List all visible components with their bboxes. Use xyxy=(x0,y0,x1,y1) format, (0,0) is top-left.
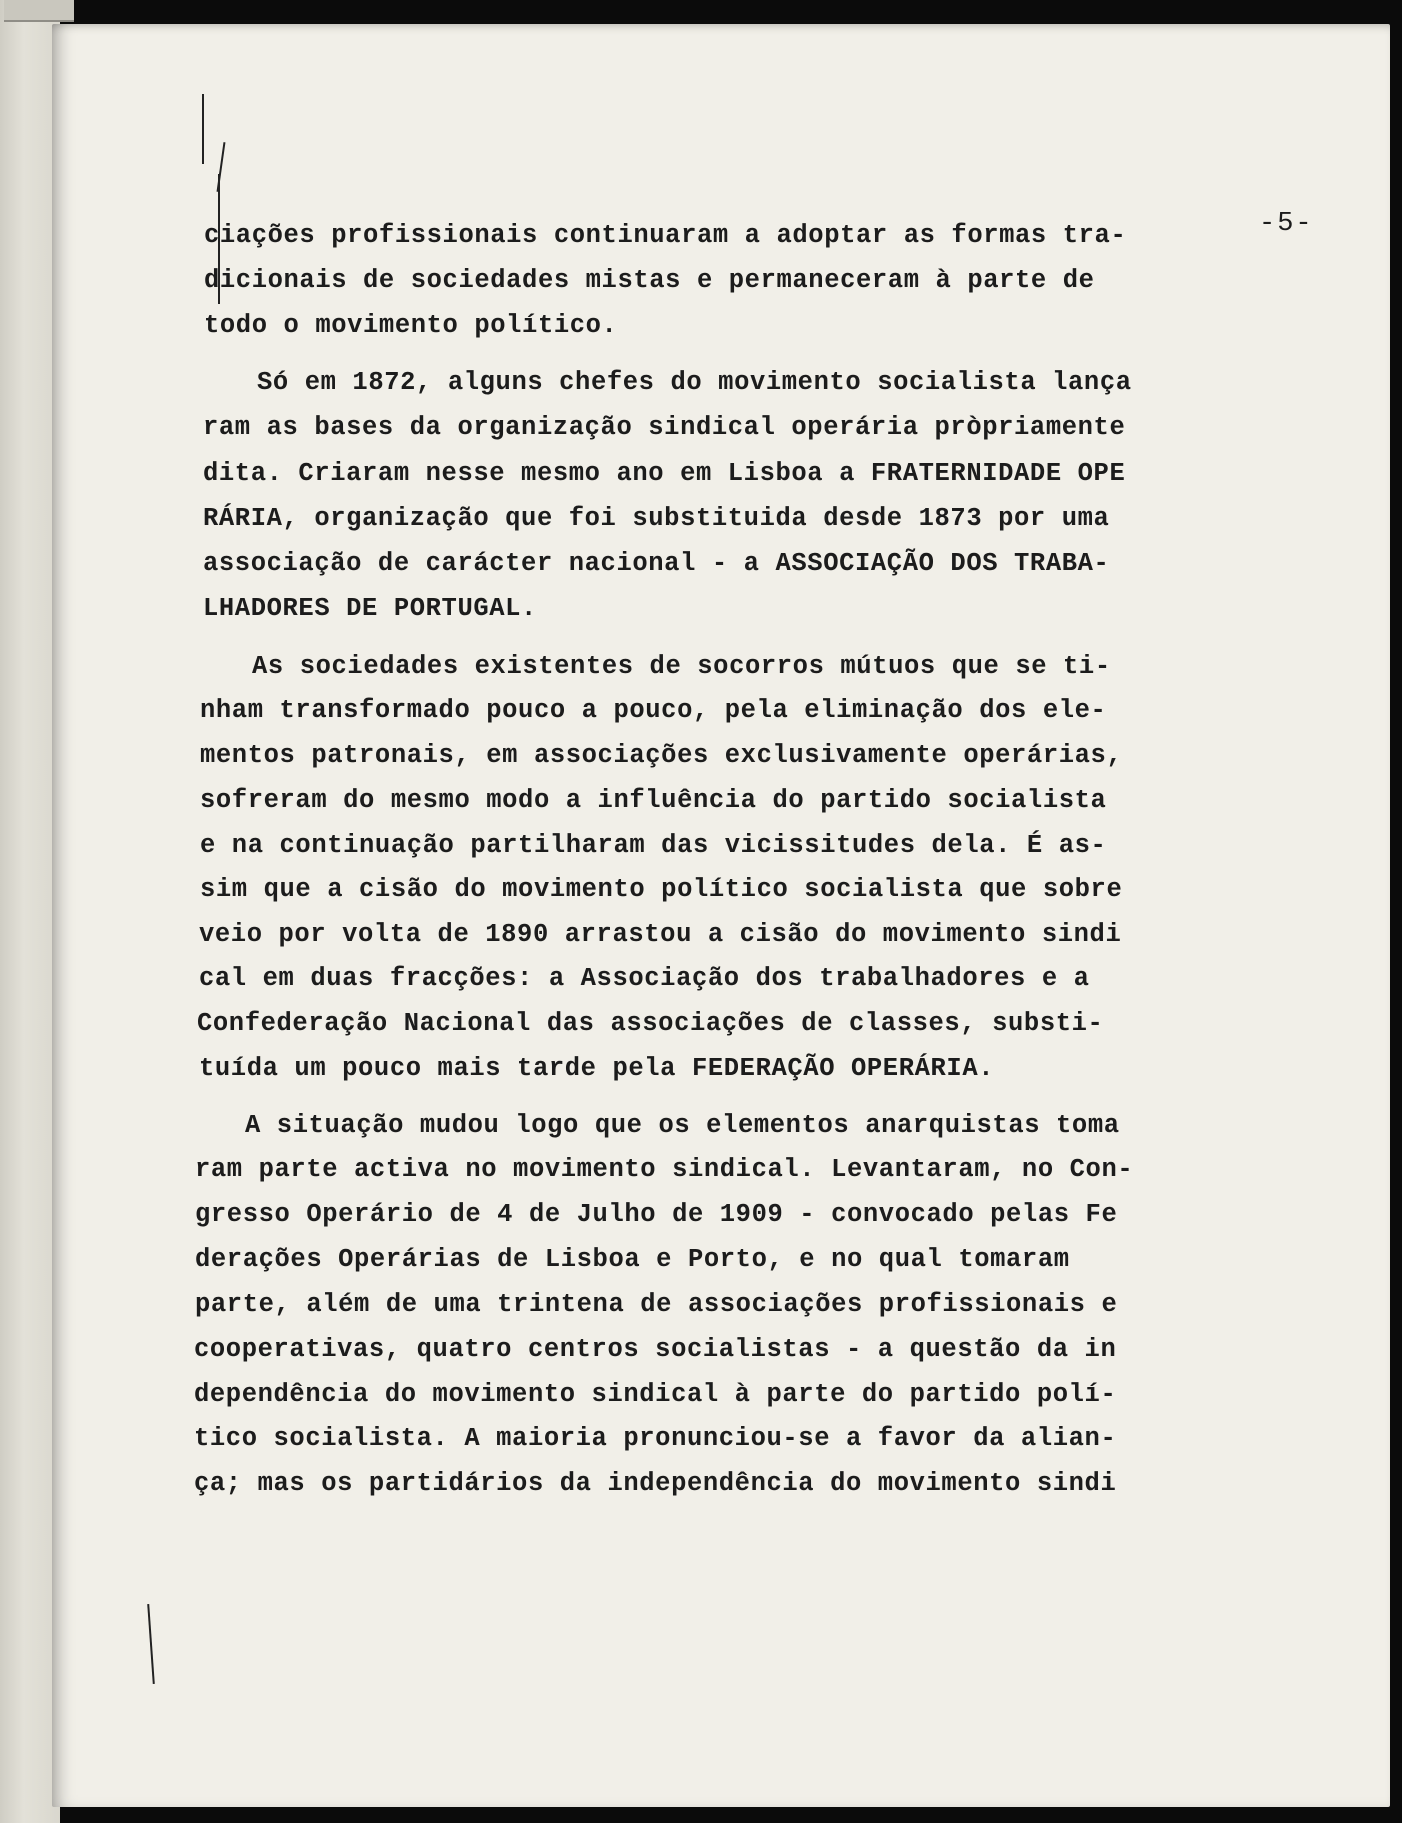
page-number: -5- xyxy=(1259,209,1314,239)
text-line: ram parte activa no movimento sindical. Levantaram, no Con- xyxy=(195,1155,1134,1184)
text-line: ram as bases da organização sindical operária pròpriamente xyxy=(203,413,1126,442)
text-line: gresso Operário de 4 de Julho de 1909 - convocado pelas Fe xyxy=(195,1200,1118,1229)
text-line: ciações profissionais continuaram a adoptar as formas tra- xyxy=(204,221,1127,250)
text-line: derações Operárias de Lisboa e Porto, e no qual tomaram xyxy=(195,1245,1070,1274)
text-line: nham transformado pouco a pouco, pela eliminação dos ele- xyxy=(200,696,1107,725)
text-line: cooperativas, quatro centros socialistas - a questão da in xyxy=(194,1335,1117,1364)
text-line: cal em duas fracções: a Associação dos trabalhadores e a xyxy=(199,964,1090,993)
text-line: sofreram do mesmo modo a influência do partido socialista xyxy=(200,786,1107,815)
text-line: Confederação Nacional das associações de classes, substi- xyxy=(197,1009,1104,1038)
document-page xyxy=(52,24,1390,1807)
text-line: e na continuação partilharam das vicissitudes dela. É as- xyxy=(200,831,1107,860)
text-line: LHADORES DE PORTUGAL. xyxy=(203,594,537,623)
text-line: Só em 1872, alguns chefes do movimento socialista lança xyxy=(257,368,1132,397)
text-line: ça; mas os partidários da independência do movimento sindi xyxy=(194,1469,1117,1498)
text-line: sim que a cisão do movimento político socialista que sobre xyxy=(200,875,1123,904)
text-line: mentos patronais, em associações exclusivamente operárias, xyxy=(200,741,1123,770)
text-line: veio por volta de 1890 arrastou a cisão do movimento sindi xyxy=(199,920,1122,949)
text-line: associação de carácter nacional - a ASSOCIAÇÃO DOS TRABA- xyxy=(203,549,1110,578)
text-line: parte, além de uma trintena de associações profissionais e xyxy=(195,1290,1118,1319)
margin-pencil-mark xyxy=(147,1604,154,1684)
margin-pencil-mark xyxy=(202,94,204,164)
text-line: RÁRIA, organização que foi substituida desde 1873 por uma xyxy=(203,504,1110,533)
text-line: A situação mudou logo que os elementos anarquistas toma xyxy=(245,1111,1120,1140)
text-line: todo o movimento político. xyxy=(204,311,618,340)
text-line: dita. Criaram nesse mesmo ano em Lisboa a FRATERNIDADE OPE xyxy=(203,459,1126,488)
text-line: As sociedades existentes de socorros mútuos que se ti- xyxy=(252,652,1111,681)
text-line: tico socialista. A maioria pronunciou-se a favor da alian- xyxy=(194,1424,1117,1453)
text-line: dependência do movimento sindical à parte do partido polí- xyxy=(194,1380,1117,1409)
text-line: tuída um pouco mais tarde pela FEDERAÇÃO OPERÁRIA. xyxy=(199,1054,995,1083)
text-line: dicionais de sociedades mistas e permaneceram à parte de xyxy=(204,266,1095,295)
previous-page-edge xyxy=(0,0,60,1823)
previous-page-top-corner xyxy=(4,0,74,22)
